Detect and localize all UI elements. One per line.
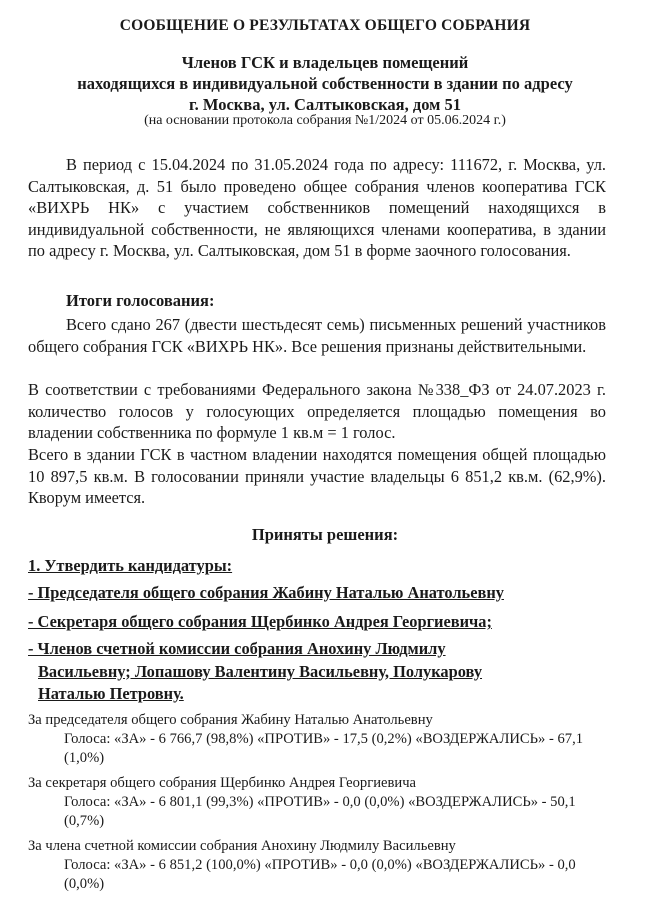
vote-label: За члена счетной комиссии собрания Анохину Людмилу Васильевну xyxy=(28,838,456,854)
vote-label: За секретаря общего собрания Щербинко Андрея Георгиевича xyxy=(28,775,417,791)
decision-item-secretary: - Секретаря общего собрания Щербинко Андрея Георгиевича; xyxy=(28,612,492,631)
decision-item-candidates: 1. Утвердить кандидатуры: xyxy=(28,556,233,575)
results-heading: Итоги голосования: xyxy=(66,291,215,310)
subtitle-line: Членов ГСК и владельцев помещений xyxy=(181,53,469,72)
results-paragraph-submitted: Всего сдано 267 (двести шестьдесят семь) письменных решений участников общего собрания ГСК «ВИХРЬ НК». Все решения признаны действительными. xyxy=(28,315,606,356)
commission-line: Васильевну; Лопашову Валентину Васильевну, Полукарову xyxy=(38,661,483,681)
protocol-basis: (на основании протокола собрания №1/2024 от 05.06.2024 г.) xyxy=(144,113,506,128)
document-subtitle xyxy=(0,52,650,115)
subtitle-line: г. Москва, ул. Салтыковская, дом 51 xyxy=(188,95,462,114)
results-paragraph-law: В соответствии с требованиями Федерального закона №338_ФЗ от 24.07.2023 г. количество голосов у голосующих определяется площадью помещения во владении собственника по формуле 1 кв.м = 1 голос. xyxy=(28,380,606,443)
results-paragraph-quorum: Всего в здании ГСК в частном владении находятся помещения общей площадью 10 897,5 кв.м. В голосовании приняли участие владельцы 6 851,2 кв.м. (62,9%). Кворум имеется. xyxy=(28,445,606,508)
subtitle-line: находящихся в индивидуальной собственности в здании по адресу xyxy=(77,74,573,93)
intro-paragraph: В период с 15.04.2024 по 31.05.2024 года по адресу: 111672, г. Москва, ул. Салтыковская, д. 51 было проведено общее собрания членов кооператива ГСК «ВИХРЬ НК» с участием собственников помещений находящихся в индивидуальной собственности, не являющихся членами кооператива, в здании по адресу г. Москва, ул. Салтыковская, дом 51 в форме заочного голосования. xyxy=(28,155,606,261)
vote-result: Голоса: «ЗА» - 6 801,1 (99,3%) «ПРОТИВ» - 0,0 (0,0%) «ВОЗДЕРЖАЛИСЬ» - 50,1 (0,7%) xyxy=(64,794,576,829)
decision-item-counting-commission xyxy=(28,638,588,706)
vote-chairman xyxy=(28,711,618,768)
document-title: СООБЩЕНИЕ О РЕЗУЛЬТАТАХ ОБЩЕГО СОБРАНИЯ xyxy=(119,17,531,34)
vote-commission-member xyxy=(28,837,618,894)
vote-label: За председателя общего собрания Жабину Наталью Анатольевну xyxy=(28,712,433,728)
vote-result: Голоса: «ЗА» - 6 766,7 (98,8%) «ПРОТИВ» - 17,5 (0,2%) «ВОЗДЕРЖАЛИСЬ» - 67,1 (1,0%) xyxy=(64,731,584,766)
vote-result: Голоса: «ЗА» - 6 851,2 (100,0%) «ПРОТИВ» - 0,0 (0,0%) «ВОЗДЕРЖАЛИСЬ» - 0,0 (0,0%) xyxy=(64,857,576,892)
decision-item-chairman: - Председателя общего собрания Жабину Наталью Анатольевну xyxy=(28,583,504,602)
commission-line: - Членов счетной комиссии собрания Анохину Людмилу xyxy=(28,639,446,658)
vote-secretary xyxy=(28,774,618,831)
commission-line: Наталью Петровну. xyxy=(38,684,184,703)
decisions-title: Приняты решения: xyxy=(251,525,399,544)
